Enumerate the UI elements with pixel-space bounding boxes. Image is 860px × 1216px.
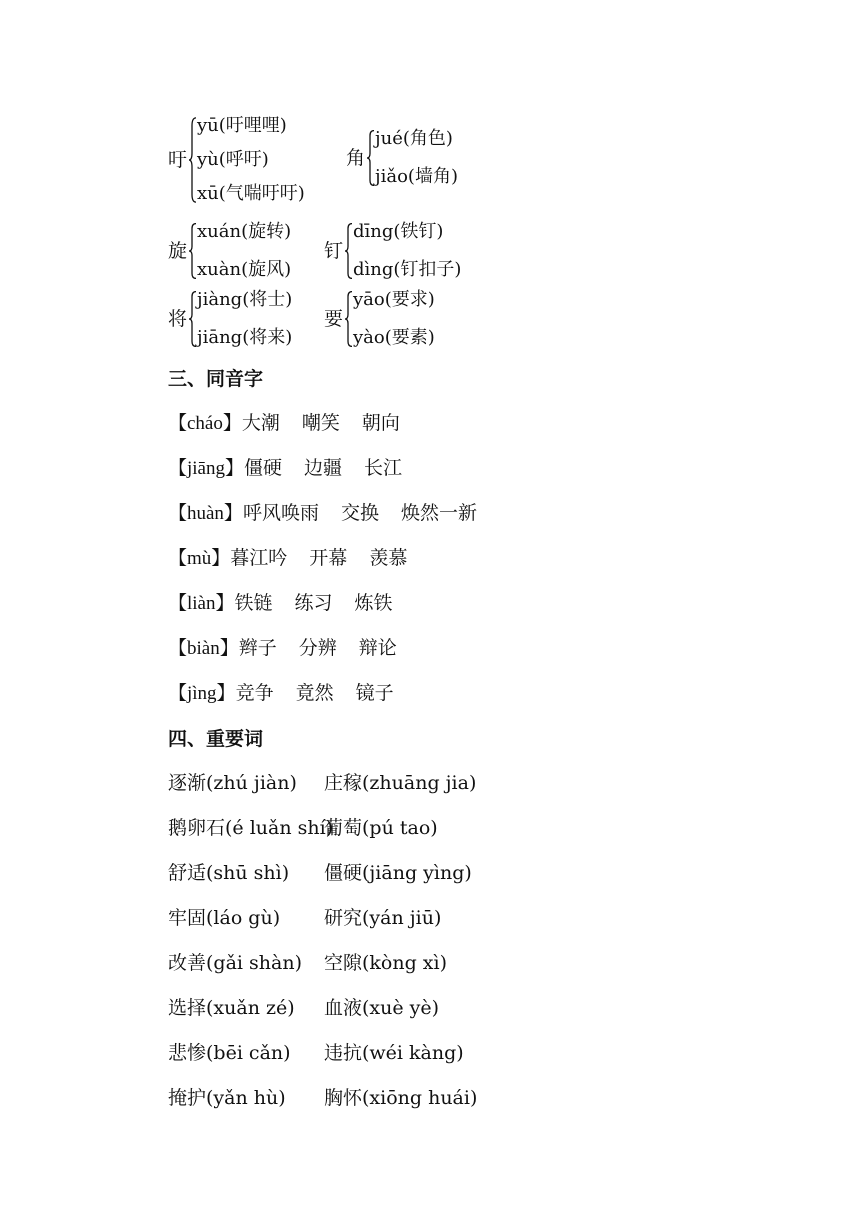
reading: xū(气喘吁吁) [197,183,305,204]
brace-icon [367,130,375,186]
vocab-word: 血液(xuè yè) [324,997,440,1019]
homophone-word: 僵硬 [244,457,283,479]
homophone-word: 长江 [364,457,403,479]
vocab-word: 庄稼(zhuāng jia) [324,772,477,794]
homophone-row [168,588,415,615]
reading: yāo(要求) [353,289,435,310]
homophone-row [168,408,422,435]
homophone-pinyin: 【cháo】 [168,413,242,434]
brace-icon [189,223,197,279]
homophone-row [168,453,424,480]
homophone-word: 大潮 [241,412,280,434]
homophone-word: 竟然 [295,682,334,704]
polyphonic-char: 旋 [168,239,188,262]
homophone-word: 分辨 [298,637,337,659]
homophone-word: 羡慕 [369,547,408,569]
polyphonic-char: 吁 [168,148,188,171]
homophone-pinyin: 【jiāng】 [168,458,244,479]
homophone-row [168,633,419,660]
reading: dīng(铁钉) [353,221,444,242]
polyphonic-group [168,117,305,203]
homophone-word: 练习 [294,592,333,614]
homophone-pinyin: 【mù】 [168,548,231,569]
homophone-word: 开幕 [309,547,348,569]
readings-list [197,117,305,203]
vocab-row [168,993,439,1020]
homophone-row [168,498,499,525]
polyphonic-group [324,291,435,347]
homophone-word: 暮江吟 [230,547,288,569]
vocab-word: 悲惨(bēi cǎn) [168,1042,291,1064]
homophone-word: 焕然一新 [400,502,477,524]
vocab-word: 僵硬(jiāng yìng) [324,862,472,884]
vocab-row [168,903,441,930]
vocab-row [168,1083,477,1110]
homophone-word: 炼铁 [354,592,393,614]
polyphonic-char: 要 [324,307,344,330]
reading: yù(呼吁) [197,149,269,170]
vocab-word: 舒适(shū shì) [168,862,290,884]
homophone-pinyin: 【biàn】 [168,638,239,659]
reading: yào(要素) [353,327,435,348]
readings-list [375,130,458,186]
polyphonic-char: 角 [346,146,366,169]
brace-icon [189,117,197,203]
polyphonic-group [324,223,461,279]
homophone-word: 镜子 [355,682,394,704]
vocab-row [168,768,476,795]
vocab-word: 鹅卵石(é luǎn shí) [168,817,334,839]
brace-icon [189,291,197,347]
polyphonic-group [168,291,292,347]
vocab-word: 选择(xuǎn zé) [168,997,295,1019]
vocab-word: 研究(yán jiū) [324,907,442,929]
vocab-word: 违抗(wéi kàng) [324,1042,464,1064]
vocab-row [168,948,447,975]
section-heading-homophones: 三、同音字 [168,368,264,390]
homophone-word: 辫子 [238,637,277,659]
reading: xuán(旋转) [197,221,292,242]
homophone-word: 边疆 [304,457,343,479]
vocab-word: 空隙(kòng xì) [324,952,448,974]
vocab-word: 掩护(yǎn hù) [168,1087,286,1109]
homophone-word: 辩论 [358,637,397,659]
vocab-row [168,813,438,840]
homophone-word: 竞争 [235,682,274,704]
vocab-row [168,1038,464,1065]
reading: yū(吁哩哩) [197,115,287,136]
polyphonic-group [346,130,458,186]
homophone-word: 嘲笑 [301,412,340,434]
reading: jué(角色) [375,128,453,149]
readings-list [197,291,292,347]
readings-list [353,291,435,347]
homophone-word: 铁链 [234,592,273,614]
reading: xuàn(旋风) [197,259,292,280]
vocab-word: 葡萄(pú tao) [324,817,438,839]
homophone-word: 交换 [340,502,379,524]
reading: jiāng(将来) [197,327,293,348]
reading: dìng(钉扣子) [353,259,462,280]
homophone-row [168,543,429,570]
section-heading-vocabulary: 四、重要词 [168,728,264,750]
vocab-word: 牢固(láo gù) [168,907,281,929]
homophone-pinyin: 【liàn】 [168,593,235,614]
polyphonic-char: 钉 [324,239,344,262]
brace-icon [345,223,353,279]
homophone-row [168,678,416,705]
polyphonic-char: 将 [168,307,188,330]
polyphonic-group [168,223,291,279]
readings-list [197,223,291,279]
homophone-pinyin: 【jìng】 [168,683,236,704]
vocab-row [168,858,472,885]
homophone-pinyin: 【huàn】 [168,503,243,524]
brace-icon [345,291,353,347]
vocab-word: 改善(gǎi shàn) [168,952,302,974]
homophone-word: 呼风唤雨 [242,502,319,524]
reading: jiàng(将士) [197,289,293,310]
homophone-word: 朝向 [361,412,400,434]
vocab-word: 逐渐(zhú jiàn) [168,772,297,794]
readings-list [353,223,461,279]
reading: jiǎo(墙角) [375,166,458,187]
vocab-word: 胸怀(xiōng huái) [324,1087,478,1109]
